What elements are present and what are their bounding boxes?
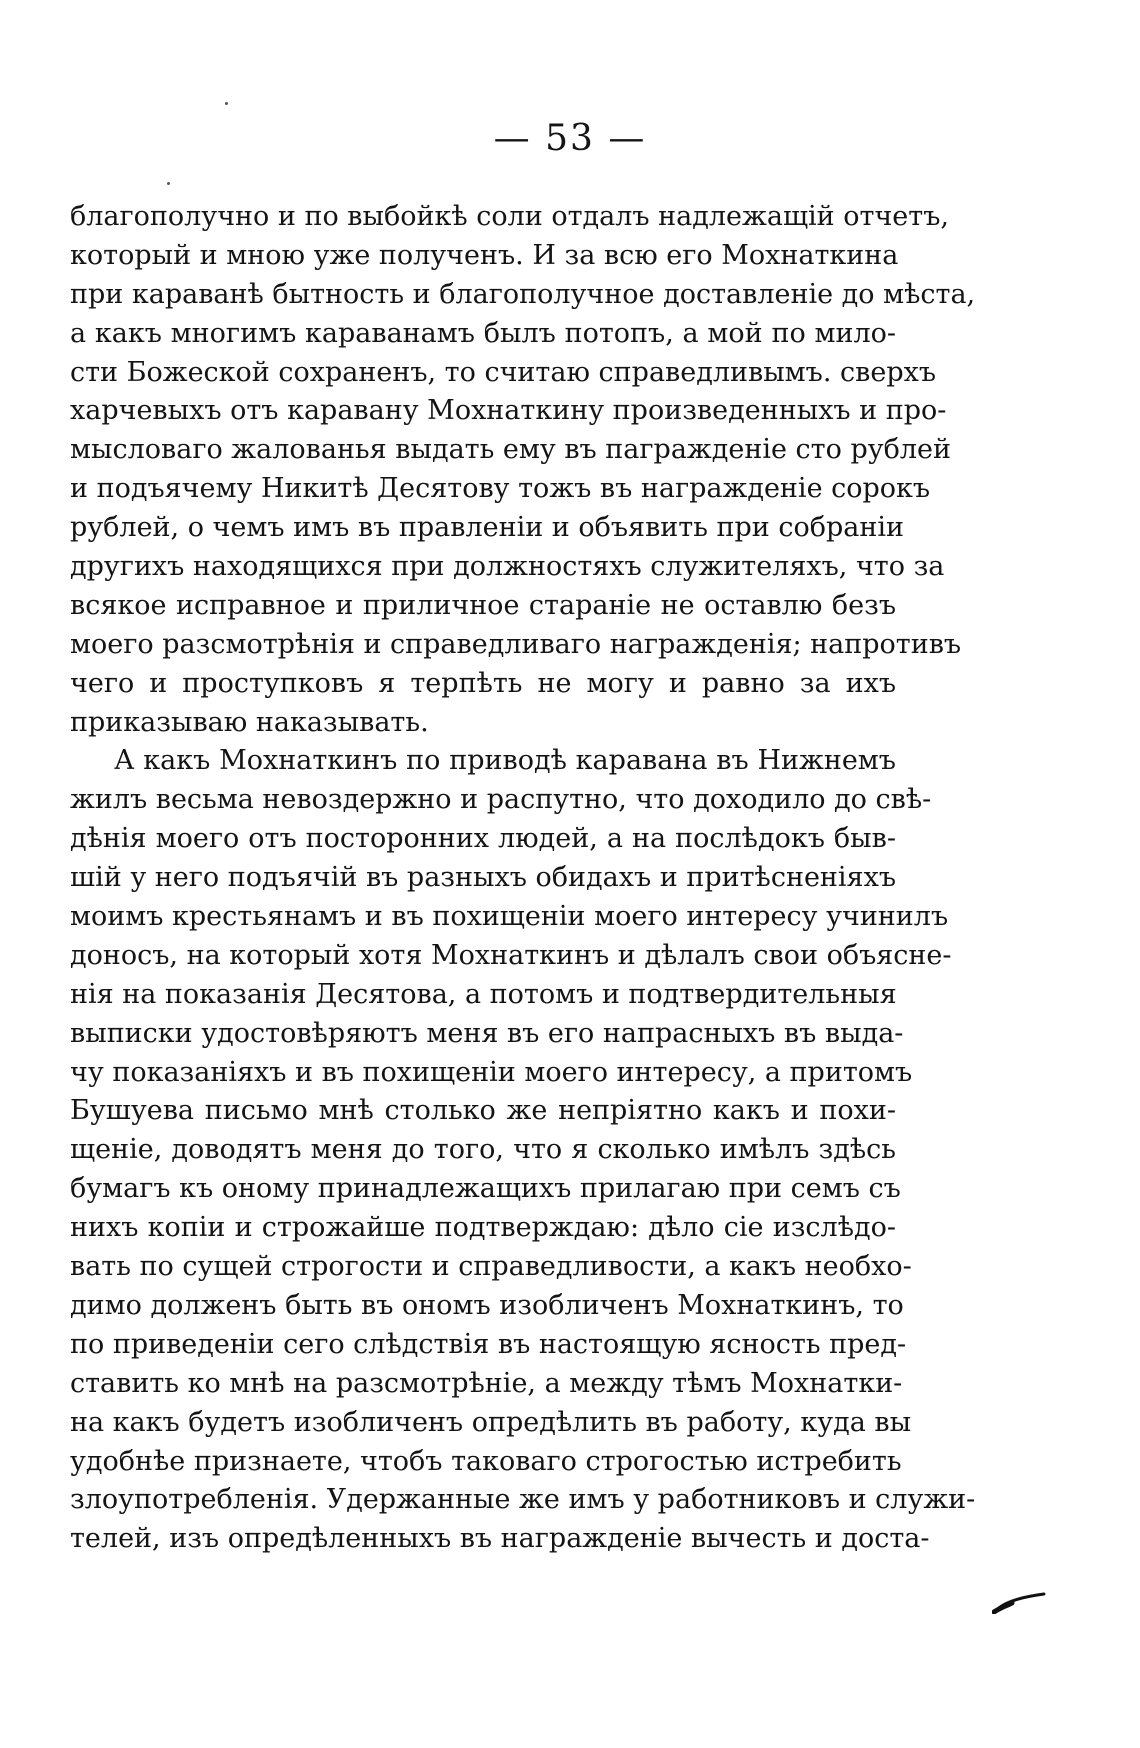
text-line: по приведеніи сего слѣдствія въ настоящую ясность пред- <box>70 1328 907 1360</box>
text-line: а какъ многимъ караванамъ былъ потопъ, а мой по мило- <box>70 317 896 349</box>
stray-mark <box>167 182 170 185</box>
text-line: доносъ, на который хотя Мохнаткинъ и дѣлалъ свои объясне- <box>70 939 952 971</box>
text-line: всякое исправное и приличное стараніе не оставлю безъ <box>70 589 896 621</box>
text-line: бумагъ къ оному принадлежащихъ прилагаю при семъ съ <box>70 1173 901 1205</box>
paragraph-1 <box>70 198 976 742</box>
text-line: рублей, о чемъ имъ въ правленіи и объявить при собраніи <box>70 512 904 544</box>
text-line: сти Божеской сохраненъ, то считаю справедливымъ. сверхъ <box>70 356 937 388</box>
text-line: Бушуева письмо мнѣ столько же непріятно какъ и похи- <box>70 1095 896 1127</box>
page-number: — 53 — <box>493 118 647 159</box>
text-line: димо долженъ быть въ ономъ изобличенъ Мохнаткинъ, то <box>70 1289 904 1321</box>
text-line: удобнѣе признаете, чтобъ таковаго строгостью истребить <box>70 1445 902 1477</box>
text-line: жилъ весьма невоздержно и распутно, что доходило до свѣ- <box>70 784 932 816</box>
text-line: моего разсмотрѣнія и справедливаго награжденія; напротивъ <box>70 628 962 660</box>
text-line: харчевыхъ отъ каравану Мохнаткину произведенныхъ и про- <box>70 395 947 427</box>
text-line: приказываю наказывать. <box>70 706 429 738</box>
text-line: при караванѣ бытность и благополучное доставленіе до мѣста, <box>70 278 976 310</box>
text-line: злоупотребленія. Удержанные же имъ у работниковъ и служи- <box>70 1484 976 1516</box>
text-line: благополучно и по выбойкѣ соли отдалъ надлежащій отчетъ, <box>70 201 949 232</box>
text-line: щеніе, доводятъ меня до того, что я сколько имѣлъ здѣсь <box>70 1134 896 1166</box>
text-line: нихъ копіи и строжайше подтверждаю: дѣло сіе изслѣдо- <box>70 1212 896 1244</box>
text-line: чего и проступковъ я терпѣть не могу и равно за ихъ <box>70 667 896 699</box>
text-line: дѣнія моего отъ посторонних людей, а на послѣдокъ быв- <box>70 823 896 855</box>
text-line: вать по сущей строгости и справедливости, а какъ необхо- <box>70 1251 912 1283</box>
text-line: чу показаніяхъ и въ похищеніи моего интересу, а притомъ <box>70 1056 913 1088</box>
text-line: который и мною уже полученъ. И за всю его Мохнаткина <box>70 239 899 271</box>
text-line: ставить ко мнѣ на разсмотрѣніе, а между тѣмъ Мохнатки- <box>70 1367 903 1399</box>
text-line: телей, изъ опредѣленныхъ въ награжденіе вычесть и доста- <box>70 1523 930 1555</box>
stray-mark <box>225 102 228 105</box>
text-line: другихъ находящихся при должностяхъ служителяхъ, что за <box>70 551 945 583</box>
text-line: шій у него подъячій въ разныхъ обидахъ и притѣсненіяхъ <box>70 862 896 894</box>
text-line: выписки удостовѣряютъ меня въ его напрасныхъ въ выда- <box>70 1017 904 1049</box>
pen-stroke-mark <box>992 1590 1046 1614</box>
body-text <box>70 198 976 1559</box>
text-line: мысловаго жалованья выдать ему въ пагражденіе сто рублей <box>70 434 951 466</box>
text-line: А какъ Мохнаткинъ по приводѣ каравана въ Нижнемъ <box>114 745 896 777</box>
text-line: нія на показанія Десятова, а потомъ и подтвердительныя <box>70 978 897 1010</box>
paragraph-2 <box>70 742 976 1559</box>
text-line: и подъячему Никитѣ Десятову тожъ въ награжденіе сорокъ <box>70 473 931 505</box>
text-line: моимъ крестьянамъ и въ похищеніи моего интересу учинилъ <box>70 901 949 933</box>
text-line: на какъ будетъ изобличенъ опредѣлить въ работу, куда вы <box>70 1406 912 1438</box>
